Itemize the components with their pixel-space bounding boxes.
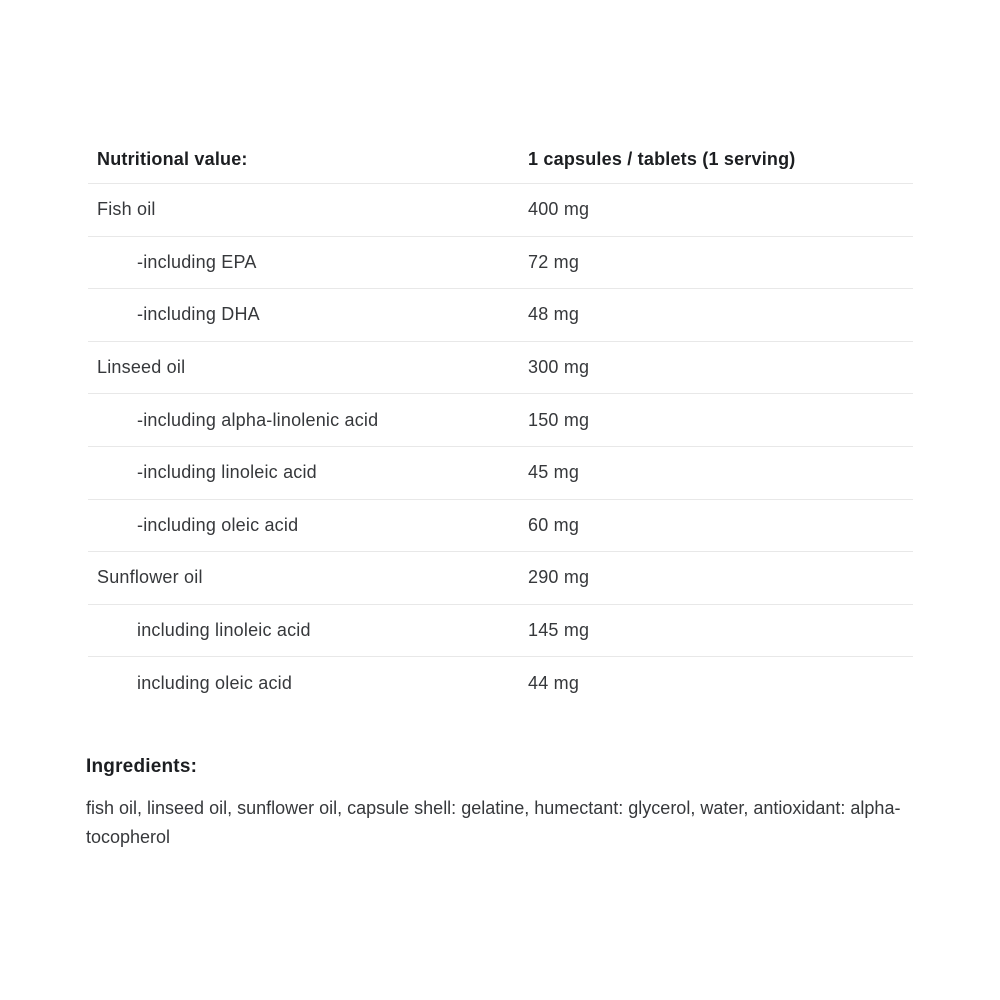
nutrition-row-oleic-linseed [88,500,913,553]
nutrition-row-sunflower-oil [88,552,913,605]
nutrient-value: 300 mg [528,357,590,378]
nutrient-value: 150 mg [528,409,590,430]
ingredients-heading: Ingredients: [86,755,198,777]
nutrition-header-label: Nutritional value: [97,149,248,169]
nutrient-value: 145 mg [528,620,590,641]
nutrient-value: 44 mg [528,673,580,694]
nutrient-label: Sunflower oil [97,567,203,588]
nutrition-table-header [88,136,913,184]
ingredients-section [86,756,913,852]
nutrition-row-dha [88,289,913,342]
nutrient-label: including oleic acid [137,673,293,694]
nutrition-row-linoleic-sunflower [88,605,913,658]
nutrient-value: 72 mg [528,251,580,272]
nutrient-label: Fish oil [97,199,156,220]
nutrient-value: 290 mg [528,567,590,588]
nutrient-value: 45 mg [528,462,580,483]
nutrient-label: -including alpha-linolenic acid [137,409,379,430]
nutrient-label: -including DHA [137,304,260,325]
nutrient-label: Linseed oil [97,357,186,378]
nutrient-value: 48 mg [528,304,580,325]
nutrition-header-value: 1 capsules / tablets (1 serving) [528,149,796,169]
nutrition-row-linseed-oil [88,342,913,395]
nutrition-row-alpha-linolenic [88,394,913,447]
nutrient-value: 60 mg [528,514,580,535]
nutrient-label: -including EPA [137,251,257,272]
ingredients-text: fish oil, linseed oil, sunflower oil, capsule shell: gelatine, humectant: glycerol, water, antioxidant: alpha-tocopherol [86,797,901,847]
nutrient-label: including linoleic acid [137,620,311,641]
nutrition-row-oleic-sunflower [88,657,913,710]
nutrient-label: -including linoleic acid [137,462,317,483]
nutrient-label: -including oleic acid [137,514,299,535]
nutrition-table [88,136,913,710]
nutrient-value: 400 mg [528,199,590,220]
nutrition-row-fish-oil [88,184,913,237]
nutrition-row-epa [88,237,913,290]
nutrition-content [88,136,913,852]
nutrition-row-linoleic-linseed [88,447,913,500]
